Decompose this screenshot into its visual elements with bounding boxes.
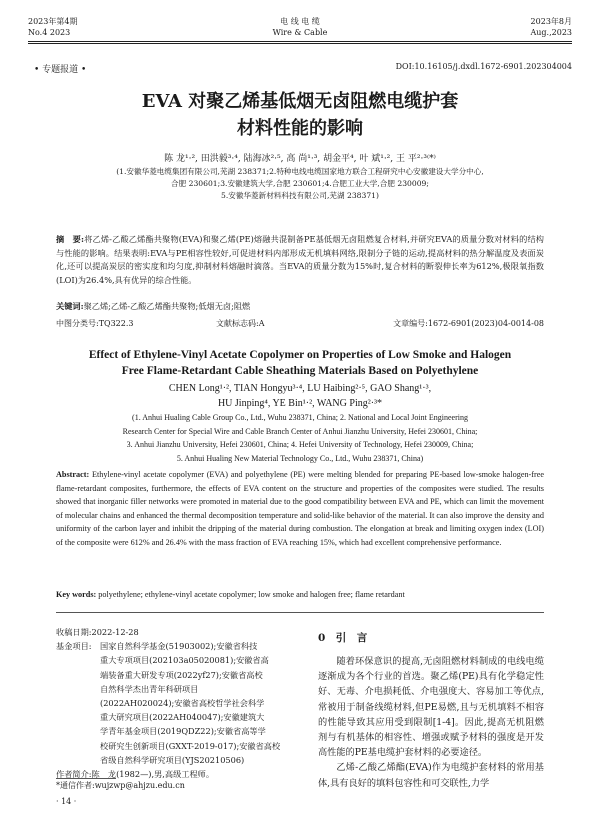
affiliations-en (0, 411, 600, 465)
header-rule-thin (28, 43, 572, 44)
introduction-text (318, 654, 544, 791)
authors-cn: 陈 龙¹·², 田洪毅³·⁴, 陆海冰²·⁵, 高 尚¹·³, 胡金平⁴, 叶 斌¹·², 王 平²·³⁽*⁾ (164, 154, 436, 164)
keywords-en-text: polyethylene; ethylene-vinyl acetate copolymer; low smoke and halogen free; flame retardant (98, 590, 405, 599)
header-issue-en: No.4 2023 (28, 28, 71, 37)
keywords-cn-text: 聚乙烯;乙烯-乙酸乙烯酯共聚物;低烟无卤;阻燃 (83, 301, 251, 311)
affiliation-en-line: 3. Anhui Jianzhu University, Hefei 230601, China; 4. Hefei University of Technology, Hefei 230009, China; (126, 440, 474, 449)
affiliation-cn-line: 5.安徽华菱新材料科技有限公司,芜湖 238371) (221, 191, 379, 200)
keywords-en-label: Key words: (56, 590, 97, 599)
keywords-cn-label: 关键词: (56, 301, 84, 311)
intro-paragraph-1: 随着环保意识的提高,无卤阻燃材料制成的电线电缆逐渐成为各个行业的首选。聚乙烯(PE)具有化学稳定性好、无毒、介电损耗低、介电强度大、容易加工等优点,常被用于制备线缆材料,但PE易燃,且与无机填料不相容的性能导致其应用受到限制[1-4]。因此,提高无机阻燃剂与有机基体的相容性、增强或赋予材料的强度是开发高性能的PE基电缆护套材料的必要途径。 (318, 656, 544, 759)
keywords-cn (56, 301, 544, 312)
fund-label: 基金项目: (56, 641, 92, 652)
title-en (0, 347, 600, 379)
header-journal-cn: 电 线 电 缆 (280, 17, 320, 26)
title-en-line2: Free Flame-Retardant Cable Sheathing Materials Based on Polyethylene (121, 365, 479, 377)
fund-line: 自然科学杰出青年科研项目 (100, 683, 199, 694)
abstract-cn-text: 将乙烯-乙酸乙烯酯共聚物(EVA)和聚乙烯(PE)熔融共混制备PE基低烟无卤阻燃复合材料,并研究EVA的质量分数对材料的结构与性能的影响。结果表明:EVA与PE相容性较好,可促进材料内部形成无机填料网络,限制分子链的运动,提高材料的热分解温度及表面炭化,还可以提高炭层的密实度和均匀度,抑制材料熔融时滴落。当EVA的质量分数为15%时,复合材料的断裂伸长率为612%,极限氧指数(LOI)为26.4%,具有优异的综合性能。 (56, 234, 544, 285)
fund-line: 端装备重大研发专项(2022yf27);安徽省高校 (100, 669, 263, 680)
authors-en-line1: CHEN Long¹·², TIAN Hongyu³·⁴, LU Haibing²·⁵, GAO Shang¹·³, (168, 383, 432, 394)
article-notes (56, 625, 296, 781)
fund-line: 重大研究项目(2022AH040047);安徽建筑大 (100, 712, 265, 723)
header-rule-thick (28, 41, 572, 42)
fund-info (56, 639, 296, 767)
affiliation-cn-line: (1.安徽华菱电缆集团有限公司,芜湖 238371;2.特种电线电缆国家地方联合工程研究中心安徽建设大学分中心, (116, 167, 484, 176)
abstract-en-text: Ethylene-vinyl acetate copolymer (EVA) and polyethylene (PE) were melting blended for preparing PE-based low-smoke halogen-free flame-retardant composites, furthermore, the effects of EVA content on the structure and properties of the composites were studied. The results showed that inorganic filler networks were promoted in material due to the good compatibility between EVA and PE, which can limit the movement of molecular chains and enhanced the thermal decomposition temperature and solid-like behavior of the material. It can also improve the density and uniformity of the carbon layer and inhibit the dripping of the material during combustion. The elongation at break and limiting oxygen index (LOI) of the composite were 612% and 26.4% with the mass fraction of EVA reaching 15%, which had excellent comprehensive performance. (56, 470, 544, 547)
page-number: · 14 · (56, 797, 77, 806)
abstract-cn-label: 摘 要: (56, 234, 85, 244)
keywords-en (56, 588, 544, 601)
running-header-journal (0, 16, 600, 38)
body-divider (56, 612, 544, 613)
affiliations-cn (0, 166, 600, 202)
article-number: 文章编号:1672-6901(2023)04-0014-08 (393, 319, 544, 328)
abstract-en-label: Abstract: (56, 470, 90, 479)
fund-line: 学青年基金项目(2019QDZ22);安徽省高等学 (100, 726, 266, 737)
footnote-rule (56, 778, 116, 779)
column-tag: • 专题报道 • (34, 65, 87, 75)
received-date: 收稿日期:2022-12-28 (56, 627, 139, 637)
intro-paragraph-2: 乙烯-乙酸乙烯酯(EVA)作为电缆护套材料的常用基体,具有良好的填料包容性和可交联性,力学 (318, 762, 544, 789)
header-date-en: Aug.,2023 (530, 28, 572, 37)
abstract-en (56, 468, 544, 550)
document-code: 文献标志码:A (216, 319, 265, 328)
doi: DOI:10.16105/j.dxdl.1672-6901.202304004 (395, 62, 572, 71)
corresponding-email: *通信作者:wujzwp@ahjzu.edu.cn (56, 781, 185, 790)
authors-en-line2: HU Jinping⁴, YE Bin¹·², WANG Ping²·³* (217, 398, 383, 409)
title-cn-line2: 材料性能的影响 (237, 118, 363, 139)
affiliation-en-line: (1. Anhui Hualing Cable Group Co., Ltd., Wuhu 238371, China; 2. National and Local Joint Engineering (132, 413, 468, 422)
fund-line: 省级自然科学研究项目(YJS20210506) (100, 754, 245, 765)
authors-en (0, 381, 600, 411)
fund-line: 校研究生创新项目(GXXT-2019-017);安徽省高校 (100, 740, 281, 751)
header-date-cn: 2023年8月 (530, 17, 572, 26)
abstract-cn (56, 233, 544, 287)
section-heading: 0 引 言 (318, 632, 368, 644)
header-vol-cn: 2023年第4期 (28, 17, 78, 26)
affiliation-en-line: Research Center for Special Wire and Cable Branch Center of Anhui Jianzhu University, Hefei 230601, China; (122, 426, 478, 436)
fund-line: 重大专项项目(202103a05020081);安徽省高 (100, 655, 269, 666)
affiliation-cn-line: 合肥 230601;3.安徽建筑大学,合肥 230601;4.合肥工业大学,合肥 230009; (171, 179, 429, 188)
title-en-line1: Effect of Ethylene-Vinyl Acetate Copolymer on Properties of Low Smoke and Halogen (88, 349, 512, 361)
fund-line: 国家自然科学基金(51903002);安徽省科技 (100, 641, 258, 652)
affiliation-en-line: 5. Anhui Hualing New Material Technology Co., Ltd., Wuhu 238371, China) (176, 453, 424, 463)
title-cn-line1: EVA 对聚乙烯基低烟无卤阻燃电缆护套 (141, 91, 459, 112)
fund-line: (2022AH020024);安徽省高校哲学社会科学 (100, 698, 265, 709)
header-journal-en: Wire & Cable (272, 28, 328, 37)
running-header-right (531, 16, 573, 38)
author-note: 作者简介:陈 龙(1982—),男,高级工程师。 (56, 769, 215, 780)
clc-number: 中图分类号:TQ322.3 (56, 319, 134, 328)
